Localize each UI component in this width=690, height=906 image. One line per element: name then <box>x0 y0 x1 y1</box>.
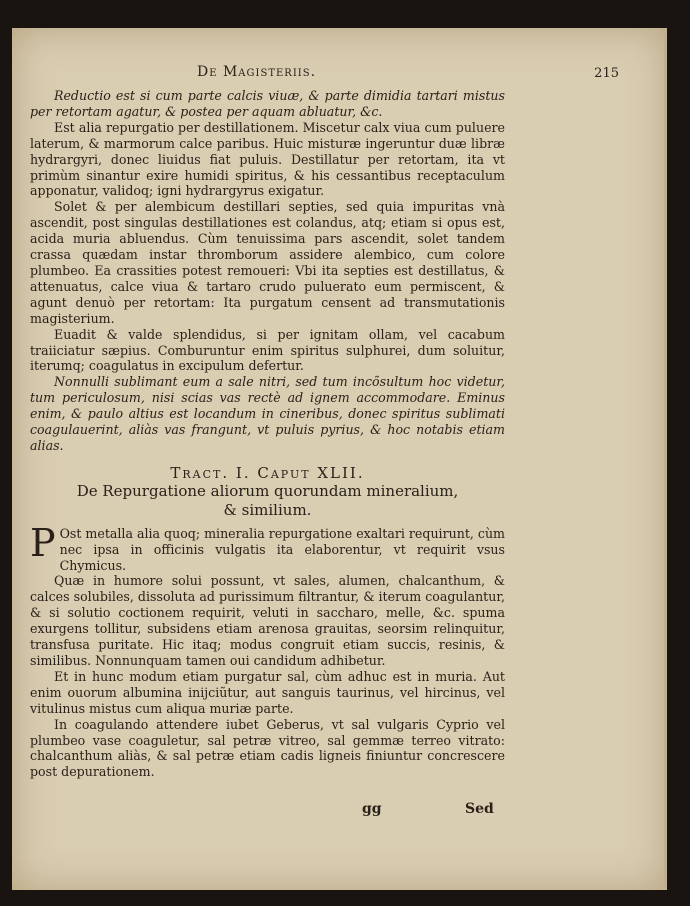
paragraph-post-metalla <box>30 520 506 574</box>
chapter-subtitle-line2: & similium. <box>223 500 312 519</box>
paragraph-quae-in-humore: Quæ in humore solui possunt, vt sales, alumen, chalcanthum, & calces solubiles, dissoluta ad purissimum filtrantur, & iterum coagulantur, & si solutio coctionem requirit, veluti in saccharo, melle, &c. spuma exurgens tollitur, subsidens etiam arenosa grauitas, seorsim relinquitur, transfusa puritate. Hic itaq; modus congruit etiam succis, resinis, & similibus. Nonnunquam tamen oui candidum adhibetur. <box>30 573 505 668</box>
book-page <box>12 28 667 890</box>
chapter-subtitle <box>30 482 505 520</box>
page-header <box>12 64 667 84</box>
chapter-subtitle-line1: De Repurgatione aliorum quorundam mineralium, <box>76 481 459 500</box>
paragraph-sublimant: Nonnulli sublimant eum a sale nitri, sed tum incõsultum hoc videtur, tum periculosum, nisi scias vas rectè ad ignem accommodare. Eminus enim, & paulo altius est locandum in cineribus, donec spiritus sublimati coagulauerint, aliàs vas frangunt, vt puluis pyrius, & hoc notabis etiam alias. <box>30 374 505 453</box>
text-block <box>30 88 505 780</box>
catchword: Sed <box>465 801 494 817</box>
paragraph-reductio: Reductio est si cum parte calcis viuæ, & parte dimidia tartari mistus per retortam agatur, & postea per aquam abluatur, &c. <box>30 88 505 119</box>
page-edge <box>664 28 667 890</box>
paragraph-alembicum: Solet & per alembicum destillari septies, sed quia impuritas vnà ascendit, post singulas destillationes est colandus, atq; etiam si opus est, acida muria abluendus. Cùm tenuissima pars ascendit, solet tandem crassa quædam instar thromborum assidere alembico, cum colore plumbeo. Ea crassities potest remoueri: Vbi ita septies est destillatus, & attenuatus, calce viua & tartaro crudo puluerato eum permiscent, & agunt denuò per retortam: Ita purgatum censent ad transmutationis magisterium. <box>30 199 505 326</box>
paragraph-post-metalla-text: Ost metalla alia quoq; mineralia repurgatione exaltari requirunt, cùm nec ipsa in officinis vulgatis ita elaborentur, vt requirit vsus Chymicus. <box>59 525 506 573</box>
page-number: 215 <box>594 66 619 81</box>
paragraph-splendidus: Euadit & valde splendidus, si per ignitam ollam, vel cacabum traiiciatur sæpius. Comburuntur enim spiritus sulphurei, dum soluitur, iterumq; coagulatus in excipulum defertur. <box>30 326 505 374</box>
signature-mark: gg <box>362 801 382 817</box>
running-title: De Magisteriis. <box>197 64 317 80</box>
chapter-title: Tract. I. Caput XLII. <box>170 463 365 482</box>
page-footer <box>12 801 667 821</box>
paragraph-in-coagulando: In coagulando attendere iubet Geberus, vt sal vulgaris Cyprio vel plumbeo vase coaguletur, sal petræ vitreo, sal gemmæ terreo vitrato: chalcanthum aliàs, & sal petræ etiam cadis ligneis finiuntur concrescere post depurationem. <box>30 716 505 780</box>
paragraph-et-in-hunc: Et in hunc modum etiam purgatur sal, cùm adhuc est in muria. Aut enim ouorum albumina inijciũtur, aut sanguis taurinus, vel hircinus, vel vitulinus mistus cum aliqua muriæ parte. <box>30 668 505 716</box>
drop-cap: P <box>30 520 56 565</box>
paragraph-destillatio: Est alia repurgatio per destillationem. Miscetur calx viua cum puluere laterum, & marmorum calce paribus. Huic misturæ ingeruntur duæ libræ hydrargyri, donec liuidus fiat puluis. Destillatur per retortam, ita vt primùm sinantur exire humidi spiritus, & his cessantibus receptaculum apponatur, validoq; igni hydrargyrus exigatur. <box>30 119 505 199</box>
